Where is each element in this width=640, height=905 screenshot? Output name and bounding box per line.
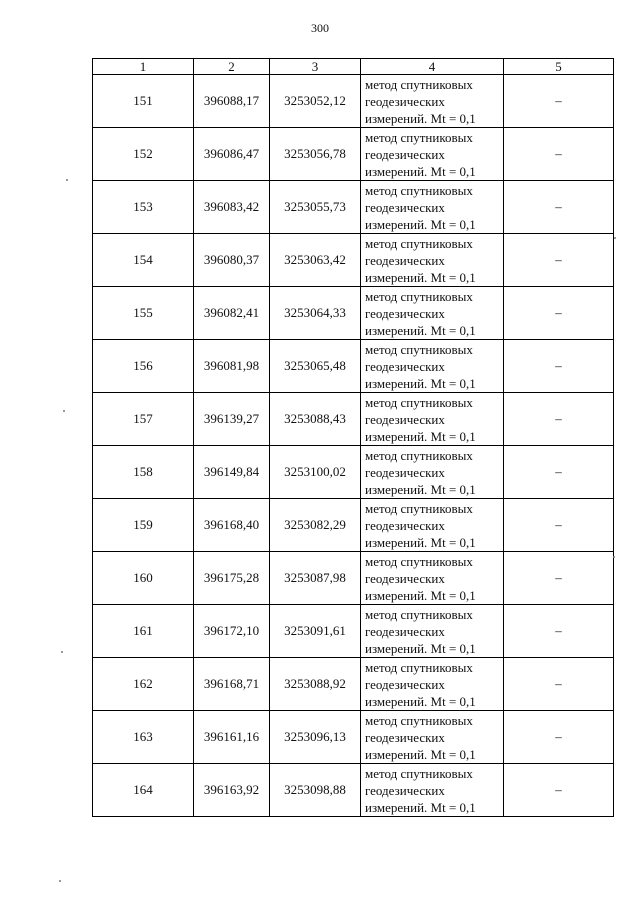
method-line: измерений. Mt = 0,1 bbox=[365, 216, 476, 232]
method-line: метод спутниковых bbox=[365, 712, 473, 728]
table-row bbox=[93, 181, 614, 234]
point-number-cell: 152 bbox=[93, 128, 194, 181]
x-coordinate-cell: 396086,47 bbox=[194, 128, 270, 181]
method-cell bbox=[361, 711, 504, 764]
method-line: измерений. Mt = 0,1 bbox=[365, 534, 476, 550]
scan-speck bbox=[61, 651, 63, 653]
y-coordinate-cell: 3253082,29 bbox=[270, 499, 361, 552]
method-line: измерений. Mt = 0,1 bbox=[365, 269, 476, 285]
note-cell: – bbox=[504, 340, 614, 393]
method-line: измерений. Mt = 0,1 bbox=[365, 375, 476, 391]
method-line: геодезических bbox=[365, 570, 445, 586]
point-number-cell: 158 bbox=[93, 446, 194, 499]
method-line: геодезических bbox=[365, 252, 445, 268]
point-number-cell: 164 bbox=[93, 764, 194, 817]
x-coordinate-cell: 396081,98 bbox=[194, 340, 270, 393]
method-line: измерений. Mt = 0,1 bbox=[365, 640, 476, 656]
method-line: метод спутниковых bbox=[365, 394, 473, 410]
point-number-cell: 162 bbox=[93, 658, 194, 711]
note-cell: – bbox=[504, 711, 614, 764]
point-number-cell: 154 bbox=[93, 234, 194, 287]
method-line: метод спутниковых bbox=[365, 341, 473, 357]
x-coordinate-cell: 396161,16 bbox=[194, 711, 270, 764]
table-row bbox=[93, 393, 614, 446]
y-coordinate-cell: 3253091,61 bbox=[270, 605, 361, 658]
note-cell: – bbox=[504, 605, 614, 658]
table-row bbox=[93, 340, 614, 393]
method-cell bbox=[361, 658, 504, 711]
note-cell: – bbox=[504, 393, 614, 446]
scan-speck bbox=[66, 179, 68, 181]
method-line: измерений. Mt = 0,1 bbox=[365, 481, 476, 497]
method-line: метод спутниковых bbox=[365, 182, 473, 198]
note-cell: – bbox=[504, 446, 614, 499]
method-line: метод спутниковых bbox=[365, 606, 473, 622]
note-cell: – bbox=[504, 764, 614, 817]
column-header: 5 bbox=[504, 59, 614, 75]
x-coordinate-cell: 396168,71 bbox=[194, 658, 270, 711]
table-row bbox=[93, 552, 614, 605]
method-line: метод спутниковых bbox=[365, 288, 473, 304]
x-coordinate-cell: 396172,10 bbox=[194, 605, 270, 658]
table-row bbox=[93, 75, 614, 128]
x-coordinate-cell: 396149,84 bbox=[194, 446, 270, 499]
method-line: геодезических bbox=[365, 782, 445, 798]
x-coordinate-cell: 396163,92 bbox=[194, 764, 270, 817]
point-number-cell: 160 bbox=[93, 552, 194, 605]
y-coordinate-cell: 3253063,42 bbox=[270, 234, 361, 287]
method-line: метод спутниковых bbox=[365, 76, 473, 92]
method-line: геодезических bbox=[365, 146, 445, 162]
method-line: геодезических bbox=[365, 305, 445, 321]
table-header-row bbox=[93, 59, 614, 75]
point-number-cell: 163 bbox=[93, 711, 194, 764]
table-row bbox=[93, 446, 614, 499]
method-cell bbox=[361, 128, 504, 181]
table-row bbox=[93, 605, 614, 658]
method-cell bbox=[361, 340, 504, 393]
table-row bbox=[93, 499, 614, 552]
method-line: геодезических bbox=[365, 676, 445, 692]
method-line: метод спутниковых bbox=[365, 765, 473, 781]
method-cell bbox=[361, 287, 504, 340]
scan-speck bbox=[614, 237, 616, 239]
y-coordinate-cell: 3253065,48 bbox=[270, 340, 361, 393]
method-line: геодезических bbox=[365, 623, 445, 639]
x-coordinate-cell: 396083,42 bbox=[194, 181, 270, 234]
point-number-cell: 161 bbox=[93, 605, 194, 658]
note-cell: – bbox=[504, 128, 614, 181]
y-coordinate-cell: 3253064,33 bbox=[270, 287, 361, 340]
method-line: геодезических bbox=[365, 464, 445, 480]
y-coordinate-cell: 3253052,12 bbox=[270, 75, 361, 128]
method-line: измерений. Mt = 0,1 bbox=[365, 428, 476, 444]
scan-speck bbox=[613, 556, 615, 558]
table-row bbox=[93, 658, 614, 711]
method-line: измерений. Mt = 0,1 bbox=[365, 693, 476, 709]
method-line: метод спутниковых bbox=[365, 235, 473, 251]
table-row bbox=[93, 234, 614, 287]
column-header: 1 bbox=[93, 59, 194, 75]
column-header: 4 bbox=[361, 59, 504, 75]
table-row bbox=[93, 128, 614, 181]
point-number-cell: 156 bbox=[93, 340, 194, 393]
note-cell: – bbox=[504, 552, 614, 605]
page-number: 300 bbox=[311, 21, 329, 35]
x-coordinate-cell: 396082,41 bbox=[194, 287, 270, 340]
method-line: измерений. Mt = 0,1 bbox=[365, 322, 476, 338]
method-line: метод спутниковых bbox=[365, 500, 473, 516]
y-coordinate-cell: 3253100,02 bbox=[270, 446, 361, 499]
table-row bbox=[93, 287, 614, 340]
method-cell bbox=[361, 181, 504, 234]
y-coordinate-cell: 3253055,73 bbox=[270, 181, 361, 234]
column-header: 2 bbox=[194, 59, 270, 75]
method-line: геодезических bbox=[365, 517, 445, 533]
point-number-cell: 153 bbox=[93, 181, 194, 234]
note-cell: – bbox=[504, 499, 614, 552]
method-line: геодезических bbox=[365, 358, 445, 374]
method-line: измерений. Mt = 0,1 bbox=[365, 163, 476, 179]
method-line: метод спутниковых bbox=[365, 129, 473, 145]
y-coordinate-cell: 3253096,13 bbox=[270, 711, 361, 764]
note-cell: – bbox=[504, 181, 614, 234]
scan-speck bbox=[59, 880, 61, 882]
point-number-cell: 155 bbox=[93, 287, 194, 340]
method-cell bbox=[361, 605, 504, 658]
method-cell bbox=[361, 764, 504, 817]
method-cell bbox=[361, 552, 504, 605]
y-coordinate-cell: 3253087,98 bbox=[270, 552, 361, 605]
coordinates-table bbox=[92, 58, 614, 817]
note-cell: – bbox=[504, 287, 614, 340]
x-coordinate-cell: 396080,37 bbox=[194, 234, 270, 287]
method-line: метод спутниковых bbox=[365, 553, 473, 569]
column-header: 3 bbox=[270, 59, 361, 75]
table-row bbox=[93, 764, 614, 817]
y-coordinate-cell: 3253098,88 bbox=[270, 764, 361, 817]
method-line: геодезических bbox=[365, 199, 445, 215]
method-line: геодезических bbox=[365, 411, 445, 427]
method-line: метод спутниковых bbox=[365, 659, 473, 675]
method-line: измерений. Mt = 0,1 bbox=[365, 746, 476, 762]
x-coordinate-cell: 396175,28 bbox=[194, 552, 270, 605]
method-cell bbox=[361, 446, 504, 499]
y-coordinate-cell: 3253088,43 bbox=[270, 393, 361, 446]
x-coordinate-cell: 396088,17 bbox=[194, 75, 270, 128]
method-line: геодезических bbox=[365, 93, 445, 109]
method-cell bbox=[361, 234, 504, 287]
note-cell: – bbox=[504, 658, 614, 711]
method-cell bbox=[361, 393, 504, 446]
method-line: геодезических bbox=[365, 729, 445, 745]
method-line: измерений. Mt = 0,1 bbox=[365, 110, 476, 126]
method-line: измерений. Mt = 0,1 bbox=[365, 587, 476, 603]
y-coordinate-cell: 3253056,78 bbox=[270, 128, 361, 181]
x-coordinate-cell: 396139,27 bbox=[194, 393, 270, 446]
scan-speck bbox=[63, 410, 65, 412]
table-row bbox=[93, 711, 614, 764]
method-cell bbox=[361, 499, 504, 552]
point-number-cell: 157 bbox=[93, 393, 194, 446]
method-cell bbox=[361, 75, 504, 128]
note-cell: – bbox=[504, 75, 614, 128]
method-line: метод спутниковых bbox=[365, 447, 473, 463]
y-coordinate-cell: 3253088,92 bbox=[270, 658, 361, 711]
method-line: измерений. Mt = 0,1 bbox=[365, 799, 476, 815]
note-cell: – bbox=[504, 234, 614, 287]
x-coordinate-cell: 396168,40 bbox=[194, 499, 270, 552]
point-number-cell: 159 bbox=[93, 499, 194, 552]
point-number-cell: 151 bbox=[93, 75, 194, 128]
